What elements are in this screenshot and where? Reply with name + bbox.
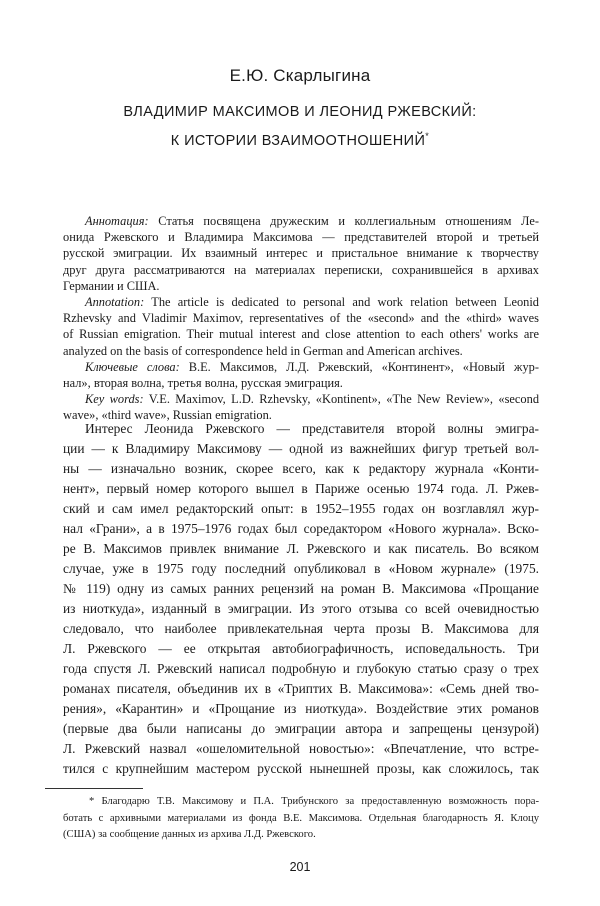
footnote-divider [45, 788, 143, 789]
keywords-en-line: Key words: V.E. Maximov, L.D. Rzhevsky, «Kontinent», «The New Review», «second [85, 392, 539, 407]
footnote [63, 794, 539, 844]
body-line: ны — изначально возник, скорее всего, как к редактору журнала «Конти- [63, 461, 539, 476]
body-line: (первые два были написаны до эмиграции автора и запрещены цензурой) [63, 721, 539, 736]
body-line: рения», «Карантин» и «Прощание из ниоткуда». Воздействие этих романов [63, 701, 539, 716]
body-line: ский и сам имел редакторский опыт: в 1952–1955 годах он возглавлял жур- [63, 501, 539, 516]
abstract-en-line: Annotation: The article is dedicated to personal and work relation between Leonid [85, 295, 539, 310]
abstract-ru-line: онида Ржевского и Владимира Максимова — представителей второй и третьей [63, 230, 539, 245]
abstract-ru-label: Аннотация: [85, 214, 149, 228]
body-line: из ниоткуда», изданный в эмиграции. Из этого отзыва со всей очевидностью [63, 601, 539, 616]
body-line: романах писателя, объединив их в «Триптих В. Максимова»: «Семь дней тво- [63, 681, 539, 696]
body-line: года спустя Л. Ржевский написал подробную и глубокую статью сразу о трех [63, 661, 539, 676]
footnote-line: * Благодарю Т.В. Максимову и П.А. Трибунского за предоставленную возможность пора- [89, 796, 539, 807]
keywords-ru-label: Ключевые слова: [85, 359, 180, 374]
title-line-2: К ИСТОРИИ ВЗАИМООТНОШЕНИЙ* [170, 131, 430, 149]
page-number: 201 [289, 860, 311, 874]
title-footnote-marker: * [425, 131, 430, 141]
body-line: нент», первый номер которого вышел в Париже осенью 1974 года. Л. Ржев- [63, 481, 539, 496]
keywords-ru-line: нал», вторая волна, третья волна, русская эмиграция. [63, 376, 343, 391]
abstract-ru-line: Германии и США. [63, 278, 160, 293]
body-line: Л. Ржевский назвал «ошеломительной новостью»: «Впечатление, что встре- [63, 741, 539, 756]
body-line: нал «Грани», а в 1975–1976 годах был соредактором «Нового журнала». Вско- [63, 521, 539, 536]
abstract-en-line: of Russian emigration. Their mutual interest and close attention to each others' works are [63, 327, 539, 342]
abstract-en-line: Rzhevsky and Vladimir Maximov, representatives of the «second» and the «third» waves [63, 311, 539, 326]
body-line: ре В. Максимов привлек внимание Л. Ржевского и как писатель. Во всяком [63, 541, 539, 556]
abstract-en-line: analyzed on the basis of correspondence held in German and American archives. [63, 343, 463, 358]
keywords-ru-line: Ключевые слова: В.Е. Максимов, Л.Д. Ржевский, «Континент», «Новый жур- [85, 359, 539, 374]
abstract-ru-line: русской эмиграции. Их взаимный интерес и пристальное внимание к творчеству [63, 246, 539, 261]
title-line-1: ВЛАДИМИР МАКСИМОВ И ЛЕОНИД РЖЕВСКИЙ: [123, 104, 477, 120]
article-title [60, 100, 540, 153]
body-line: Л. Ржевского — ее открытая автобиографичность, исповедальность. Три [63, 641, 539, 656]
body-text [63, 419, 539, 779]
body-line: следовало, что наиболее привлекательная черта прозы В. Максимова для [63, 621, 539, 636]
body-line: № 119) одну из самых ранних рецензий на роман В. Максимова «Прощание [63, 581, 539, 596]
abstract-ru-line: друг друга рассматриваются на материалах переписки, сохранившейся в архивах [63, 262, 539, 277]
keywords-en-line: wave», «third wave», Russian emigration. [63, 408, 272, 423]
body-line: ции — к Владимиру Максимову — одной из важнейших фигур третьей вол- [63, 441, 539, 456]
body-line: тился с крупнейшим мастером русской нынешней прозы, как сложилось, так [63, 761, 539, 776]
author-name: Е.Ю. Скарлыгина [229, 66, 371, 85]
keywords-en-label: Key words: [85, 392, 144, 407]
footnote-line: (США) за сообщение данных из архива Л.Д. Ржевского. [63, 829, 316, 840]
body-line: Интерес Леонида Ржевского — представителя второй волны эмигра- [85, 421, 539, 436]
abstract-section [63, 213, 539, 424]
abstract-en-label: Annotation: [85, 295, 145, 310]
body-line: случае, уже в 1975 году последний опубликовал в «Новом журнале» (1975. [63, 561, 539, 576]
footnote-line: ботать с архивными материалами из фонда В.Е. Максимова. Отдельная благодарность Я. Клоцу [63, 812, 539, 824]
abstract-ru-line: Аннотация: Статья посвящена дружеским и коллегиальным отношениям Ле- [85, 214, 539, 228]
